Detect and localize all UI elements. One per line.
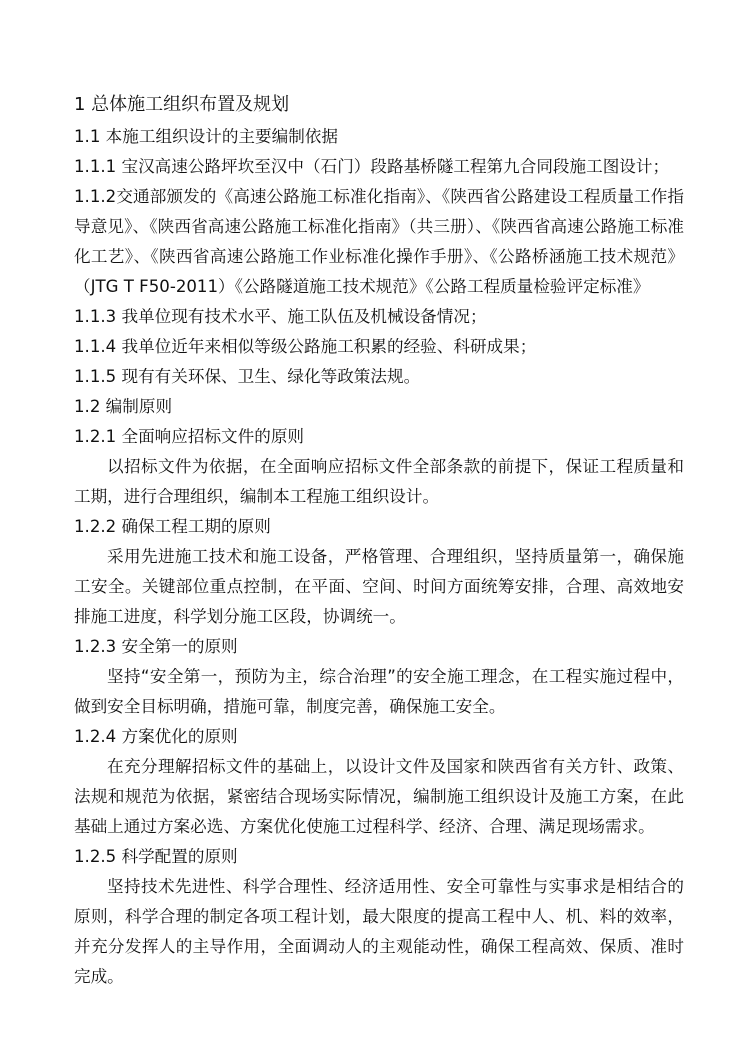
basis-item-1-1-1: 1.1.1 宝汉高速公路坪坎至汉中（石门）段路基桥隧工程第九合同段施工图设计； <box>74 157 670 176</box>
basis-item-1-1-3: 1.1.3 我单位现有技术水平、施工队伍及机械设备情况； <box>74 307 487 326</box>
basis-item-1-1-4: 1.1.4 我单位近年来相似等级公路施工积累的经验、科研成果； <box>74 337 537 356</box>
subsection-heading-1-2-2: 1.2.2 确保工程工期的原则 <box>74 517 271 536</box>
paragraph-1-2-5: 坚持技术先进性、科学合理性、经济适用性、安全可靠性与实事求是相结合的原则，科学合理的制定各项工程计划，最大限度的提高工程中人、机、料的效率，并充分发挥人的主导作用，全面调动人的主观能动性，确保工程高效、保质、准时完成。 <box>74 877 684 986</box>
paragraph-1-2-4: 在充分理解招标文件的基础上，以设计文件及国家和陕西省有关方针、政策、法规和规范为依据，紧密结合现场实际情况，编制施工组织设计及施工方案，在此基础上通过方案必选、方案优化使施工过程科学、经济、合理、满足现场需求。 <box>74 757 684 836</box>
subsection-heading-1-2-4: 1.2.4 方案优化的原则 <box>74 727 238 746</box>
document-page <box>74 90 684 992</box>
basis-item-1-1-2: 1.1.2交通部颁发的《高速公路施工标准化指南》、《陕西省公路建设工程质量工作指导意见》、《陕西省高速公路施工标准化指南》（共三册）、《陕西省高速公路施工标准化工艺》、《陕西省高速公路施工作业标准化操作手册》、《公路桥涵施工技术规范》（JTG T F50-2011）《公路隧道施工技术规范》《公路工程质量检验评定标准》 <box>74 187 684 296</box>
subsection-heading-1-2-3: 1.2.3 安全第一的原则 <box>74 637 238 656</box>
subsection-heading-1-2-5: 1.2.5 科学配置的原则 <box>74 847 238 866</box>
paragraph-1-2-2: 采用先进施工技术和施工设备，严格管理、合理组织，坚持质量第一，确保施工安全。关键部位重点控制，在平面、空间、时间方面统筹安排，合理、高效地安排施工进度，科学划分施工区段，协调统一。 <box>74 547 684 626</box>
paragraph-1-2-3: 坚持“安全第一，预防为主，综合治理”的安全施工理念，在工程实施过程中，做到安全目标明确，措施可靠，制度完善，确保施工安全。 <box>74 667 684 716</box>
basis-item-1-1-5: 1.1.5 现有有关环保、卫生、绿化等政策法规。 <box>74 367 421 386</box>
chapter-heading: 1 总体施工组织布置及规划 <box>74 94 290 115</box>
subsection-heading-1-2-1: 1.2.1 全面响应招标文件的原则 <box>74 427 305 446</box>
section-heading-1-2: 1.2 编制原则 <box>74 397 173 416</box>
paragraph-1-2-1: 以招标文件为依据，在全面响应招标文件全部条款的前提下，保证工程质量和工期，进行合理组织，编制本工程施工组织设计。 <box>74 457 684 506</box>
section-heading-1-1: 1.1 本施工组织设计的主要编制依据 <box>74 127 338 146</box>
